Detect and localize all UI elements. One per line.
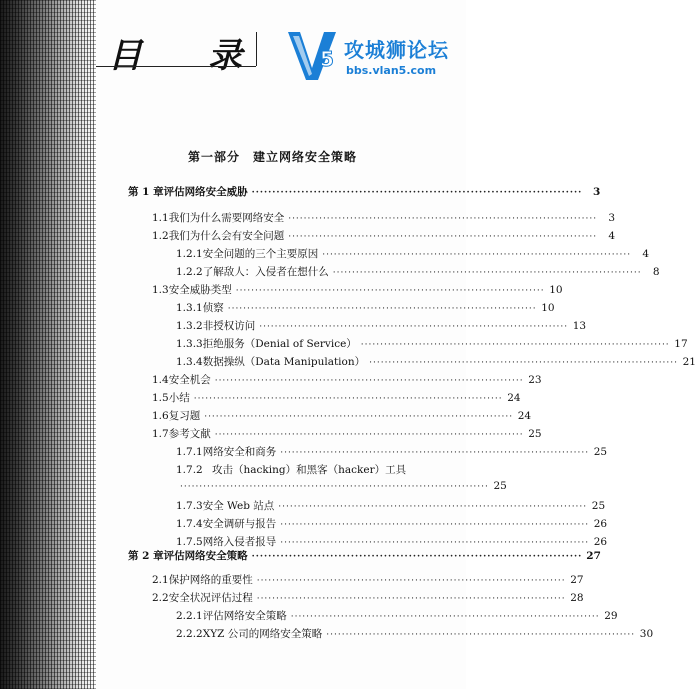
toc-entry-title: 网络入侵者报导: [202, 536, 277, 548]
toc-number: 1.7.5: [176, 536, 203, 548]
toc-number: 1.7.1: [176, 446, 203, 458]
toc-row[interactable]: [176, 336, 688, 351]
toc-page-number: 8: [652, 266, 660, 278]
part-title: 第一部分 建立网络安全策略: [188, 150, 358, 164]
toc-page-number: 3: [592, 186, 601, 198]
toc-leader-dots: ················································································: [278, 502, 588, 512]
toc-number: 2.1: [152, 574, 169, 586]
toc-number: 第 2 章: [128, 550, 164, 562]
toc-page-number: 29: [604, 610, 618, 622]
toc-row[interactable]: [152, 408, 532, 423]
toc-entry-title: 安全问题的三个主要原因: [202, 248, 319, 260]
toc-row[interactable]: [152, 210, 616, 225]
toc-row[interactable]: [176, 246, 650, 261]
toc-leader-dots: ················································································: [214, 376, 524, 386]
toc-row[interactable]: [176, 354, 696, 369]
toc-entry-title: 安全机会: [168, 374, 211, 386]
toc-page-number: 25: [528, 428, 542, 440]
toc-leader-dots: ················································································: [259, 322, 569, 332]
toc-number: 1.6: [152, 410, 169, 422]
toc-leader-dots: ················································································: [326, 630, 636, 640]
toc-entry-title: 安全调研与报告: [202, 518, 277, 530]
toc-page-number: 25: [593, 446, 608, 458]
toc-row[interactable]: [176, 300, 555, 315]
toc-page-number: 27: [586, 550, 601, 562]
toc-leader-dots: ················································································: [180, 482, 489, 492]
toc-entry-title: 小结: [168, 392, 190, 404]
toc-page-number: 13: [572, 320, 587, 332]
toc-row[interactable]: [152, 426, 542, 441]
toc-row[interactable]: [176, 462, 432, 477]
toc-entry-title: 侦察: [202, 302, 224, 314]
toc-page-number: 25: [493, 480, 507, 492]
svg-text:5: 5: [320, 47, 334, 71]
toc-row[interactable]: [176, 444, 608, 459]
toc-entry-title: 我们为什么需要网络安全: [168, 212, 285, 224]
toc-chapter-row[interactable]: [128, 548, 601, 563]
toc-page-number: 28: [570, 592, 584, 604]
toc-page-number: 17: [674, 338, 688, 350]
toc-row[interactable]: [152, 282, 563, 297]
toc-number: 1.2: [152, 230, 169, 242]
toc-row[interactable]: [152, 372, 542, 387]
contents-heading-char-1: 目: [108, 36, 144, 76]
toc-number: 1.7.4: [176, 518, 203, 530]
toc-number: 1.3: [152, 284, 169, 296]
toc-leader-dots: ················································································: [256, 576, 566, 586]
toc-number: 1.3.3: [176, 338, 203, 350]
toc-entry-title: 安全状况评估过程: [168, 592, 253, 604]
toc-leader-dots: ················································································: [290, 612, 600, 622]
toc-entry-title: 了解敌人：入侵者在想什么: [202, 266, 329, 278]
watermark-site-text: bbs.vlan5.com: [346, 64, 437, 77]
toc-entry-title: 复习题: [168, 410, 201, 422]
toc-leader-dots: ················································································: [251, 188, 583, 198]
toc-page-number: 10: [541, 302, 555, 314]
toc-page-number: 4: [608, 230, 616, 242]
toc-entry-title: 拒绝服务（Denial of Service）: [202, 338, 357, 350]
toc-page-number: 10: [549, 284, 563, 296]
toc-number: 1.3.2: [176, 320, 203, 332]
toc-entry-title: 参考文献: [168, 428, 211, 440]
toc-leader-dots: ················································································: [369, 358, 678, 368]
toc-row[interactable]: [176, 498, 606, 513]
toc-number: 1.7: [152, 428, 169, 440]
toc-number: 1.1: [152, 212, 169, 224]
toc-page-number: 26: [593, 518, 608, 530]
toc-leader-dots: ················································································: [256, 594, 566, 604]
toc-leader-dots: ················································································: [280, 538, 590, 548]
toc-number: 1.4: [152, 374, 169, 386]
toc-entry-title: 安全 Web 站点: [202, 500, 275, 512]
toc-number: 2.2.2: [176, 628, 203, 640]
toc-leader-dots: ················································································: [360, 340, 670, 350]
toc-leader-dots: ················································································: [280, 520, 590, 530]
toc-entry-title: 攻击（hacking）和黑客（hacker）工具: [212, 464, 407, 476]
toc-leader-dots: ················································································: [332, 268, 642, 278]
toc-row[interactable]: [152, 228, 616, 243]
toc-row[interactable]: [176, 608, 618, 623]
toc-entry-title: 评估网络安全策略: [202, 610, 287, 622]
toc-entry-title: 数据操纵（Data Manipulation）: [202, 356, 366, 368]
toc-page-number: 4: [642, 248, 650, 260]
toc-entry-title: 保护网络的重要性: [168, 574, 253, 586]
toc-leader-dots: ················································································: [193, 394, 503, 404]
toc-entry-title: XYZ 公司的网络安全策略: [202, 628, 323, 640]
toc-entry-title: 网络安全和商务: [202, 446, 277, 458]
toc-row[interactable]: [176, 264, 660, 279]
toc-number: 1.7.3: [176, 500, 203, 512]
toc-number: 1.2.2: [176, 266, 203, 278]
toc-leader-dots: ················································································: [322, 250, 632, 260]
toc-row[interactable]: [152, 572, 584, 587]
toc-leader-dots: ················································································: [204, 412, 514, 422]
toc-leader-dots: ················································································: [251, 552, 583, 562]
toc-row[interactable]: [152, 590, 584, 605]
toc-page-number: 21: [682, 356, 696, 368]
toc-number: 2.2: [152, 592, 169, 604]
toc-number: 2.2.1: [176, 610, 203, 622]
toc-entry-title: 我们为什么会有安全问题: [168, 230, 285, 242]
toc-entry-title: 安全威胁类型: [168, 284, 232, 296]
toc-number: 1.7.2: [176, 464, 203, 476]
toc-page-number: 24: [507, 392, 521, 404]
toc-number: 1.2.1: [176, 248, 203, 260]
toc-page-number: 26: [593, 536, 608, 548]
toc-entry-title: 评估网络安全威胁: [163, 186, 248, 198]
toc-row[interactable]: [152, 390, 521, 405]
toc-leader-dots: ················································································: [288, 214, 598, 224]
toc-chapter-row[interactable]: [128, 184, 601, 199]
toc-number: 1.3.1: [176, 302, 203, 314]
contents-heading-char-2: 录: [208, 36, 244, 76]
toc-page-number: 24: [517, 410, 532, 422]
toc-row[interactable]: [176, 480, 507, 495]
watermark-brand-text: 攻城狮论坛: [344, 38, 449, 62]
toc-page-number: 27: [570, 574, 584, 586]
toc-number: 第 1 章: [128, 186, 164, 198]
toc-leader-dots: ················································································: [235, 286, 545, 296]
toc-leader-dots: ················································································: [227, 304, 537, 314]
toc-leader-dots: ················································································: [280, 448, 590, 458]
toc-row[interactable]: [176, 516, 608, 531]
toc-page-number: 25: [591, 500, 606, 512]
toc-leader-dots: ················································································: [288, 232, 598, 242]
toc-row[interactable]: [176, 626, 654, 641]
toc-row[interactable]: [176, 318, 587, 333]
toc-leader-dots: ················································································: [214, 430, 524, 440]
toc-page-number: 3: [608, 212, 616, 224]
toc-page-number: 23: [528, 374, 542, 386]
toc-entry-title: 非授权访问: [202, 320, 256, 332]
toc-number: 1.3.4: [176, 356, 203, 368]
toc-number: 1.5: [152, 392, 169, 404]
toc-row[interactable]: [176, 534, 608, 549]
toc-page-number: 30: [639, 628, 654, 640]
toc-entry-title: 评估网络安全策略: [163, 550, 248, 562]
